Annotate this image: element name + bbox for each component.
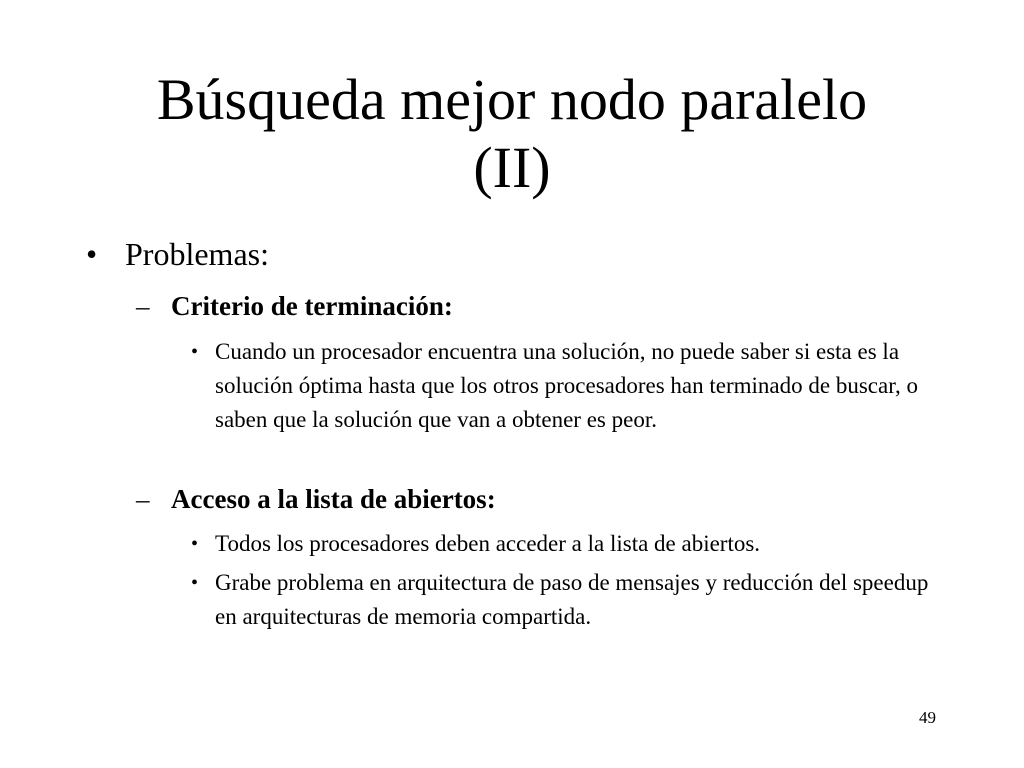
bullet-marker: •	[191, 533, 199, 555]
slide-title-line-2: (II)	[473, 135, 551, 200]
subheading-acceso-lista-abiertos	[136, 482, 496, 516]
bullet-marker: •	[191, 572, 199, 594]
subheading-criterio-terminacion-text: Criterio de terminación:	[171, 291, 453, 321]
slide-title-line-1: Búsqueda mejor nodo paralelo	[156, 67, 868, 132]
bullet-cuando-un-procesador-text: Cuando un procesador encuentra una solución, no puede saber si esta es la solución óptima hasta que los otros procesadores han terminado de buscar, o saben que la solución que van a obtener es peor.	[215, 339, 918, 432]
bullet-marker: •	[191, 341, 199, 363]
subheading-criterio-terminacion	[136, 289, 453, 323]
bullet-problemas	[86, 234, 269, 274]
page-number: 49	[919, 708, 936, 727]
bullet-todos-los-procesadores-text: Todos los procesadores deben acceder a la lista de abiertos.	[215, 531, 761, 556]
bullet-grabe-problema	[191, 566, 941, 634]
bullet-problemas-text: Problemas:	[125, 236, 269, 272]
dash-marker: –	[136, 291, 150, 321]
bullet-todos-los-procesadores	[191, 527, 941, 561]
bullet-grabe-problema-text: Grabe problema en arquitectura de paso de mensajes y reducción del speedup en arquitecturas de memoria compartida.	[215, 570, 929, 629]
dash-marker: –	[136, 484, 150, 514]
bullet-marker: •	[86, 236, 98, 272]
subheading-acceso-lista-abiertos-text: Acceso a la lista de abiertos:	[171, 484, 496, 514]
slide-title	[60, 66, 964, 202]
bullet-cuando-un-procesador	[191, 335, 941, 437]
